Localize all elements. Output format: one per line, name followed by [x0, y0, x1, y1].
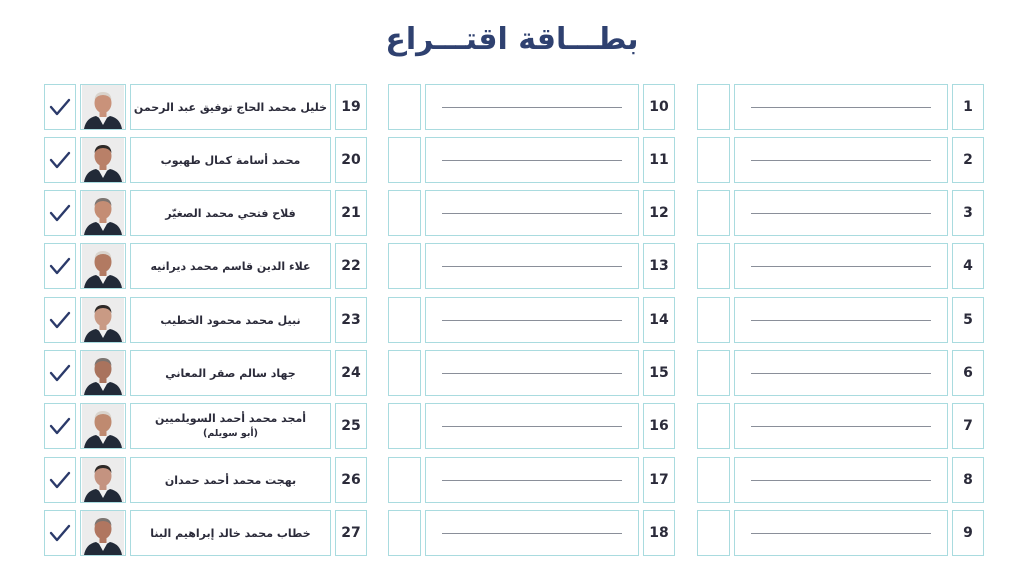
ballot-number: 12	[643, 190, 675, 236]
candidate-number: 23	[335, 297, 367, 343]
candidate-number: 19	[335, 84, 367, 130]
candidate-name-text: أمجد محمد أحمد السويلميين	[154, 412, 307, 425]
candidate-name-text: خليل محمد الحاج توفيق عبد الرحمن	[133, 100, 328, 114]
candidate-photo	[80, 510, 126, 556]
ballot-number: 17	[643, 457, 675, 503]
name-blank-field[interactable]	[425, 84, 639, 130]
name-blank-field[interactable]	[734, 457, 948, 503]
candidate-photo-icon	[82, 244, 124, 288]
candidate-number: 22	[335, 243, 367, 289]
ballot-number: 18	[643, 510, 675, 556]
ballot-number: 14	[643, 297, 675, 343]
candidate-name	[130, 84, 331, 130]
name-blank-field[interactable]	[734, 510, 948, 556]
check-icon	[48, 310, 72, 330]
candidate-number: 25	[335, 403, 367, 449]
candidate-photo-icon	[82, 458, 124, 502]
check-box[interactable]	[44, 403, 76, 449]
candidate-name	[130, 457, 331, 503]
ballot-number: 9	[952, 510, 984, 556]
candidate-number: 21	[335, 190, 367, 236]
candidate-photo	[80, 137, 126, 183]
ballot-number: 11	[643, 137, 675, 183]
candidate-name-text: نبيل محمد محمود الخطيب	[160, 313, 301, 327]
mark-box[interactable]	[388, 243, 421, 289]
ballot-number: 4	[952, 243, 984, 289]
candidate-photo	[80, 84, 126, 130]
name-blank-field[interactable]	[425, 190, 639, 236]
mark-box[interactable]	[388, 457, 421, 503]
mark-box[interactable]	[388, 137, 421, 183]
name-blank-field[interactable]	[425, 403, 639, 449]
candidate-name-text: فلاح فتحي محمد الصغيّر	[165, 206, 296, 220]
name-blank-field[interactable]	[425, 297, 639, 343]
mark-box[interactable]	[697, 510, 730, 556]
name-blank-field[interactable]	[425, 510, 639, 556]
check-box[interactable]	[44, 457, 76, 503]
name-blank-field[interactable]	[734, 190, 948, 236]
check-icon	[48, 523, 72, 543]
check-icon	[48, 363, 72, 383]
ballot-number: 3	[952, 190, 984, 236]
check-box[interactable]	[44, 243, 76, 289]
candidate-name	[130, 403, 331, 449]
ballot-title: بطـــاقة اقتـــراع	[385, 22, 639, 57]
name-blank-field[interactable]	[734, 84, 948, 130]
candidate-photo	[80, 190, 126, 236]
candidate-number: 24	[335, 350, 367, 396]
mark-box[interactable]	[697, 137, 730, 183]
name-blank-field[interactable]	[734, 403, 948, 449]
candidate-photo	[80, 243, 126, 289]
check-icon	[48, 256, 72, 276]
candidate-name-text: محمد أسامة كمال طهبوب	[160, 153, 301, 167]
mark-box[interactable]	[388, 297, 421, 343]
ballot-number: 7	[952, 403, 984, 449]
candidate-name-text: خطاب محمد خالد إبراهيم البنا	[150, 526, 311, 540]
mark-box[interactable]	[697, 297, 730, 343]
candidate-number: 27	[335, 510, 367, 556]
ballot-number: 8	[952, 457, 984, 503]
mark-box[interactable]	[697, 457, 730, 503]
check-box[interactable]	[44, 350, 76, 396]
check-box[interactable]	[44, 84, 76, 130]
check-icon	[48, 97, 72, 117]
ballot-number: 1	[952, 84, 984, 130]
name-blank-field[interactable]	[734, 137, 948, 183]
candidate-name	[130, 297, 331, 343]
mark-box[interactable]	[697, 84, 730, 130]
candidate-photo-icon	[82, 85, 124, 129]
check-icon	[48, 150, 72, 170]
name-blank-field[interactable]	[425, 243, 639, 289]
name-blank-field[interactable]	[425, 350, 639, 396]
mark-box[interactable]	[388, 190, 421, 236]
check-box[interactable]	[44, 137, 76, 183]
check-box[interactable]	[44, 190, 76, 236]
ballot-number: 15	[643, 350, 675, 396]
mark-box[interactable]	[388, 403, 421, 449]
candidate-photo-icon	[82, 298, 124, 342]
candidate-photo	[80, 403, 126, 449]
candidate-photo	[80, 457, 126, 503]
mark-box[interactable]	[697, 190, 730, 236]
check-box[interactable]	[44, 297, 76, 343]
name-blank-field[interactable]	[734, 350, 948, 396]
candidate-photo	[80, 297, 126, 343]
candidate-name	[130, 243, 331, 289]
check-box[interactable]	[44, 510, 76, 556]
check-icon	[48, 416, 72, 436]
candidate-photo-icon	[82, 191, 124, 235]
ballot-number: 10	[643, 84, 675, 130]
mark-box[interactable]	[388, 510, 421, 556]
candidate-name	[130, 137, 331, 183]
mark-box[interactable]	[697, 403, 730, 449]
ballot-number: 6	[952, 350, 984, 396]
ballot-number: 2	[952, 137, 984, 183]
check-icon	[48, 470, 72, 490]
candidate-name	[130, 350, 331, 396]
mark-box[interactable]	[388, 84, 421, 130]
candidate-name-text: جهاد سالم صقر المعاني	[165, 366, 296, 380]
ballot-number: 13	[643, 243, 675, 289]
mark-box[interactable]	[697, 350, 730, 396]
mark-box[interactable]	[388, 350, 421, 396]
candidate-number: 26	[335, 457, 367, 503]
check-icon	[48, 203, 72, 223]
ballot-number: 5	[952, 297, 984, 343]
ballot-number: 16	[643, 403, 675, 449]
candidate-name	[130, 510, 331, 556]
candidate-photo-icon	[82, 138, 124, 182]
candidate-photo	[80, 350, 126, 396]
name-blank-field[interactable]	[425, 457, 639, 503]
name-blank-field[interactable]	[425, 137, 639, 183]
candidate-photo-icon	[82, 511, 124, 555]
candidate-number: 20	[335, 137, 367, 183]
candidate-name	[130, 190, 331, 236]
candidate-name-text: علاء الدين قاسم محمد ديرانيه	[150, 259, 311, 273]
candidate-name-text: بهجت محمد أحمد حمدان	[164, 473, 297, 487]
candidate-nickname: (أبو سويلم)	[203, 428, 258, 439]
name-blank-field[interactable]	[734, 243, 948, 289]
mark-box[interactable]	[697, 243, 730, 289]
candidate-photo-icon	[82, 351, 124, 395]
name-blank-field[interactable]	[734, 297, 948, 343]
candidate-photo-icon	[82, 404, 124, 448]
